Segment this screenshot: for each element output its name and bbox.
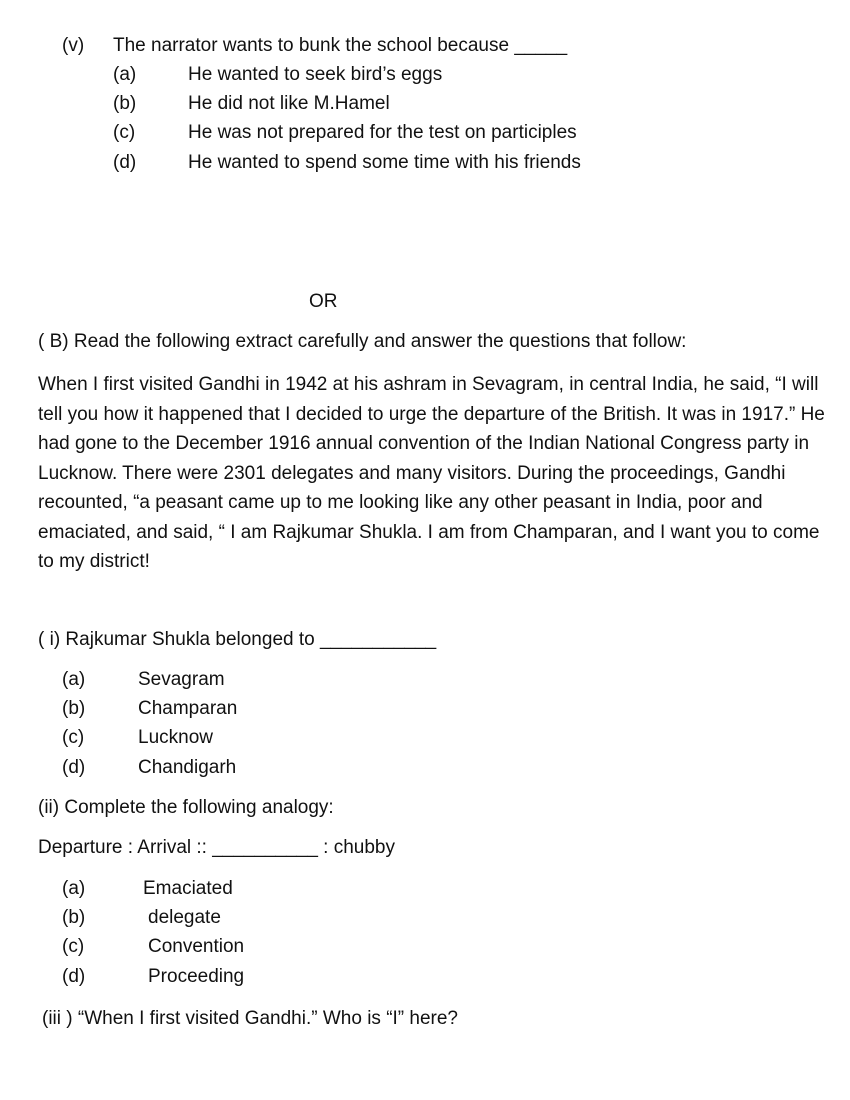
question-text: The narrator wants to bunk the school because _____	[113, 35, 568, 56]
option-label: (a)	[62, 669, 86, 690]
option-text: He was not prepared for the test on participles	[188, 122, 577, 143]
section-instruction: ( B) Read the following extract carefully and answer the questions that follow:	[38, 331, 687, 352]
option-text: He wanted to seek bird’s eggs	[188, 64, 443, 85]
option-label: (a)	[62, 878, 86, 899]
option-label: (a)	[113, 64, 137, 85]
question-number: (v)	[62, 35, 85, 56]
option-text: Sevagram	[138, 669, 225, 690]
option-label: (b)	[113, 93, 137, 114]
question-text: ( i) Rajkumar Shukla belonged to ___________	[38, 629, 437, 650]
extract-passage: When I first visited Gandhi in 1942 at his ashram in Sevagram, in central India, he said, “I will tell you how it happened that I decided to urge the departure of the British. It was in 1917.” He had gone to the December 1916 annual convention of the Indian National Congress party in Lucknow. There were 2301 delegates and many visitors. During the proceedings, Gandhi recounted, “a peasant came up to me looking like any other peasant in India, poor and emaciated, and said, “ I am Rajkumar Shukla. I am from Champaran, and I want you to come to my district!	[38, 374, 825, 572]
option-text: Lucknow	[138, 727, 213, 748]
option-text: Emaciated	[143, 878, 233, 899]
or-divider-text: OR	[309, 291, 338, 312]
analogy-text: Departure : Arrival :: __________ : chubby	[38, 837, 396, 858]
option-text: Champaran	[138, 698, 238, 719]
option-label: (d)	[62, 757, 86, 778]
question-text: (ii) Complete the following analogy:	[38, 797, 334, 818]
option-label: (b)	[62, 907, 86, 928]
option-label: (d)	[113, 152, 137, 173]
option-label: (c)	[62, 936, 85, 957]
option-text: Chandigarh	[138, 757, 237, 778]
option-text: He wanted to spend some time with his friends	[188, 152, 581, 173]
option-text: Convention	[148, 936, 245, 957]
option-text: He did not like M.Hamel	[188, 93, 390, 114]
option-label: (b)	[62, 698, 86, 719]
option-text: Proceeding	[148, 966, 245, 987]
option-text: delegate	[148, 907, 221, 928]
option-label: (d)	[62, 966, 86, 987]
option-label: (c)	[113, 122, 136, 143]
question-text: (iii ) “When I first visited Gandhi.” Who is “I” here?	[42, 1008, 458, 1029]
option-label: (c)	[62, 727, 85, 748]
